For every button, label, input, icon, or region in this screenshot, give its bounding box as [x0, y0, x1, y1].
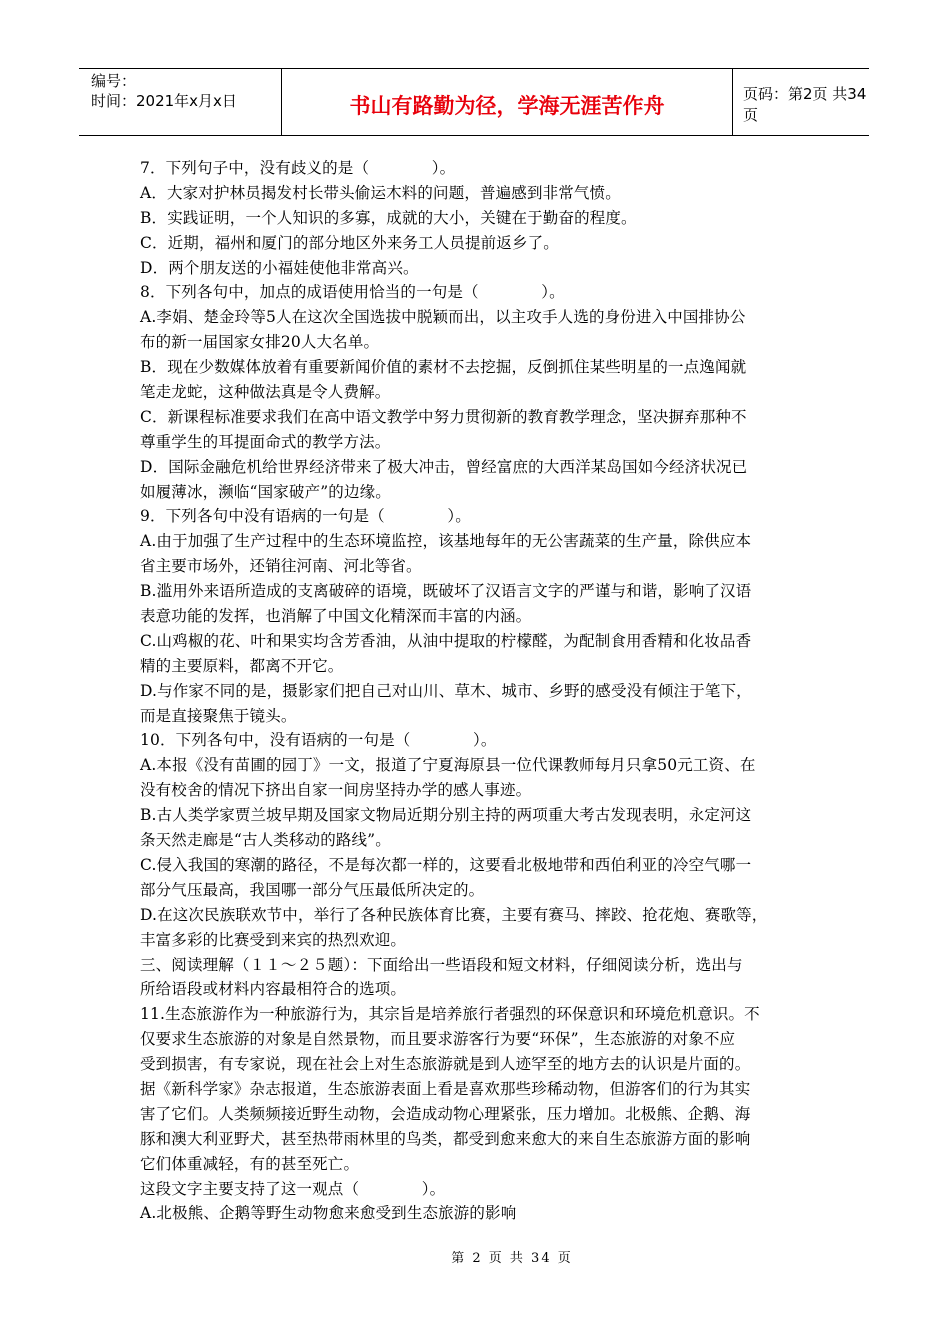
text-line: C．近期，福州和厦门的部分地区外来务工人员提前返乡了。: [140, 233, 559, 252]
text-line: 这段文字主要支持了这一观点（ ）。: [140, 1179, 446, 1198]
text-line: 三、阅读理解（１１～２５题）：下面给出一些语段和短文材料，仔细阅读分析，选出与: [140, 955, 743, 974]
text-line: 条天然走廊是“古人类移动的路线”。: [140, 831, 391, 850]
text-line: 7．下列句子中，没有歧义的是（ ）。: [140, 159, 456, 177]
text-line: A.由于加强了生产过程中的生态环境监控，该基地每年的无公害蔬菜的生产量，除供应本: [140, 532, 752, 551]
document-header: [79, 68, 869, 136]
text-line: C.山鸡椒的花、叶和果实均含芳香油，从油中提取的柠檬醛，为配制食用香精和化妆品香: [140, 631, 752, 650]
text-line: 受到损害，有专家说，现在社会上对生态旅游就是到人迹罕至的地方去的认识是片面的。: [140, 1055, 751, 1074]
text-line: D．两个朋友送的小福娃使他非常高兴。: [140, 258, 419, 277]
header-page-info: 页码：第2页 共34页: [743, 85, 867, 124]
footer-page-number: 第 2 页 共 34 页: [451, 1251, 573, 1266]
text-line: 表意功能的发挥，也消解了中国文化精深而丰富的内涵。: [140, 607, 532, 626]
text-line: C.侵入我国的寒潮的路径，不是每次都一样的，这要看北极地带和西伯利亚的冷空气哪一: [140, 855, 752, 874]
text-line: 害了它们。人类频频接近野生动物，会造成动物心理紧张，压力增加。北极熊、企鹅、海: [140, 1104, 751, 1123]
text-line: 笔走龙蛇，这种做法真是令人费解。: [140, 383, 391, 402]
header-number-label: 编号：: [91, 72, 137, 90]
header-motto: 书山有路勤为径，学海无涯苦作舟: [282, 69, 733, 135]
text-line: 丰富多彩的比赛受到来宾的热烈欢迎。: [140, 930, 407, 949]
text-line: B．现在少数媒体放着有重要新闻价值的素材不去挖掘，反倒抓住某些明星的一点逸闻就: [140, 358, 747, 377]
text-line: 没有校舍的情况下挤出自家一间房坚持办学的感人事迹。: [140, 781, 532, 800]
text-line: 据《新科学家》杂志报道，生态旅游表面上看是喜欢那些珍稀动物，但游客们的行为其实: [140, 1079, 751, 1098]
header-date-label: 时间：2021年x月x日: [91, 92, 237, 110]
text-line: 省主要市场外，还销往河南、河北等省。: [140, 557, 422, 576]
text-line: 如履薄冰，濒临“国家破产”的边缘。: [140, 482, 391, 501]
text-line: C．新课程标准要求我们在高中语文教学中努力贯彻新的教育教学理念，坚决摒弃那种不: [140, 407, 747, 426]
text-line: A.北极熊、企鹅等野生动物愈来愈受到生态旅游的影响: [140, 1204, 517, 1223]
text-line: 豚和澳大利亚野犬，甚至热带雨林里的鸟类，都受到愈来愈大的来自生态旅游方面的影响: [140, 1129, 751, 1148]
text-line: 精的主要原料，都离不开它。: [140, 656, 344, 675]
text-line: 所给语段或材料内容最相符合的选项。: [140, 980, 407, 999]
header-meta: [79, 69, 282, 135]
page-footer: [0, 1247, 950, 1266]
text-line: D.在这次民族联欢节中，举行了各种民族体育比赛，主要有赛马、摔跤、抢花炮、赛歌等，: [140, 905, 768, 924]
text-line: 8．下列各句中，加点的成语使用恰当的一句是（ ）。: [140, 283, 565, 302]
text-line: D．国际金融危机给世界经济带来了极大冲击，曾经富庶的大西洋某岛国如今经济状况已: [140, 457, 748, 476]
document-body: [140, 156, 820, 1226]
text-line: A．大家对护林员揭发村长带头偷运木料的问题，普遍感到非常气愤。: [140, 183, 621, 202]
text-line: B.古人类学家贾兰坡早期及国家文物局近期分别主持的两项重大考古发现表明，永定河这: [140, 806, 752, 825]
text-line: 部分气压最高，我国哪一部分气压最低所决定的。: [140, 880, 485, 899]
text-line: 尊重学生的耳提面命式的教学方法。: [140, 432, 391, 451]
text-line: B.滥用外来语所造成的支离破碎的语境，既破坏了汉语言文字的严谨与和谐，影响了汉语: [140, 582, 752, 601]
text-line: 11.生态旅游作为一种旅游行为，其宗旨是培养旅行者强烈的环保意识和环境危机意识。不: [140, 1005, 760, 1024]
text-line: 仅要求生态旅游的对象是自然景物，而且要求游客行为要“环保”，生态旅游的对象不应: [140, 1030, 736, 1049]
text-line: A.李娟、楚金玲等5人在这次全国选拔中脱颖而出，以主攻手人选的身份进入中国排协公: [140, 308, 746, 327]
text-line: 9．下列各句中没有语病的一句是（ ）。: [140, 507, 471, 526]
text-line: B．实践证明，一个人知识的多寡，成就的大小，关键在于勤奋的程度。: [140, 208, 637, 227]
text-line: A.本报《没有苗圃的园丁》一文，报道了宁夏海原县一位代课教师每月只拿50元工资、在: [140, 756, 756, 775]
text-line: 而是直接聚焦于镜头。: [140, 706, 297, 725]
text-line: 布的新一届国家女排20人大名单。: [140, 333, 380, 352]
text-line: D.与作家不同的是，摄影家们把自己对山川、草木、城市、乡野的感受没有倾注于笔下，: [140, 681, 752, 700]
text-line: 它们体重减轻，有的甚至死亡。: [140, 1154, 360, 1173]
text-line: 10．下列各句中，没有语病的一句是（ ）。: [140, 731, 497, 750]
